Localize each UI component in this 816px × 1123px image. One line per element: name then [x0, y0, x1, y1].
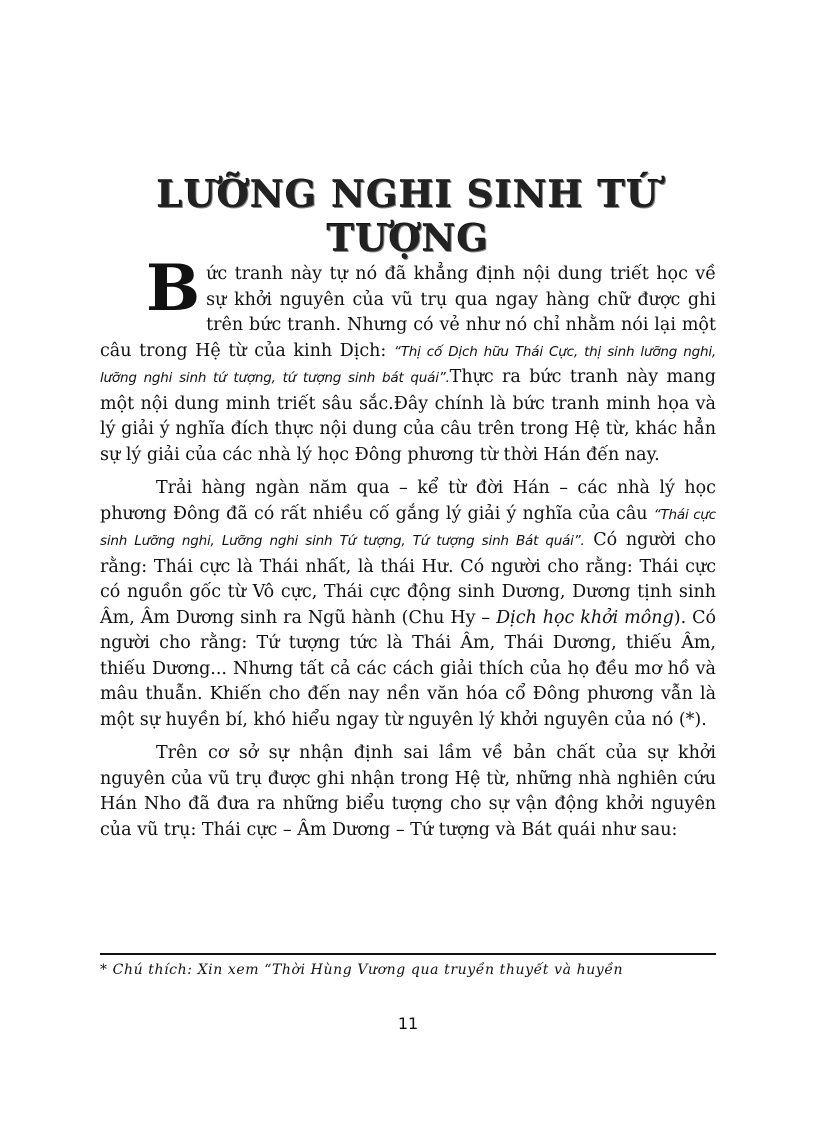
- paragraph-2-book-title: Dịch học khởi mông: [496, 607, 674, 628]
- paragraph-3-text: Trên cơ sở sự nhận định sai lầm về bản chất của sự khởi nguyên của vũ trụ được ghi nhận trong Hệ từ, những nhà nghiên cứu Hán Nho đã đưa ra những biểu tượng cho sự vận động khởi nguyên của vũ trụ: Thái cực – Âm Dương – Tứ tượng và Bát quái như sau:: [100, 743, 716, 840]
- footnote-divider: [100, 953, 716, 955]
- footnote: * Chú thích: Xin xem “Thời Hùng Vương qua truyền thuyết và huyền: [100, 962, 624, 978]
- paragraph-1-text-a: ức tranh này tự nó đã khẳng định nội dung triết học về sự khởi nguyên của vũ trụ qua ngay hàng chữ được ghi trên bức tranh. Nhưng có vẻ như nó chỉ nhằm nói lại một câu trong Hệ từ của kinh Dịch:: [100, 264, 716, 361]
- paragraph-1: [100, 251, 716, 468]
- paragraph-2-text-a: Trải hàng ngàn năm qua – kể từ đời Hán – các nhà lý học phương Đông đã có rất nhiều cố gắng lý giải ý nghĩa của câu: [100, 478, 716, 524]
- page-title: LƯỠNG NGHI SINH TỨ TƯỢNG: [156, 172, 660, 260]
- page-number: 11: [397, 1014, 419, 1033]
- drop-cap: B: [146, 251, 201, 326]
- paragraph-2: [100, 476, 716, 733]
- body-text: [100, 251, 716, 851]
- paragraph-2-text-c: ). Có người cho rằng: Tứ tượng tức là Thái Âm, Thái Dương, thiếu Âm, thiếu Dương... Nhưng tất cả các cách giải thích của họ đều mơ hồ và mâu thuẫn. Khiến cho đến nay nền văn hóa cổ Đông phương vẫn là một sự huyền bí, khó hiểu ngay từ nguyên lý khởi nguyên của nó (*).: [100, 607, 716, 730]
- paragraph-1-text-b: Thực ra bức tranh này mang một nội dung minh triết sâu sắc.Đây chính là bức tranh minh họa và lý giải ý nghĩa đích thực nội dung của câu trên trong Hệ từ, khác hẳn sự lý giải của các nhà lý học Đông phương từ thời Hán đến nay.: [100, 367, 716, 465]
- paragraph-1-quote: “Thị cố Dịch hữu Thái Cực, thị sinh lưỡng nghi, lưỡng nghi sinh tứ tượng, tứ tượng sinh bát quái”.: [100, 343, 716, 386]
- paragraph-2-text-b: Có người cho rằng: Thái cực là Thái nhất, là thái Hư. Có người cho rằng: Thái cực có nguồn gốc từ Vô cực, Thái cực động sinh Dương, Dương tịnh sinh Âm, Âm Dương sinh ra Ngũ hành (Chu Hy –: [100, 530, 716, 628]
- paragraph-3: [100, 741, 716, 843]
- paragraph-2-quote: “Thái cực sinh Lưỡng nghi, Lưỡng nghi sinh Tứ tượng, Tứ tượng sinh Bát quái”.: [100, 506, 716, 549]
